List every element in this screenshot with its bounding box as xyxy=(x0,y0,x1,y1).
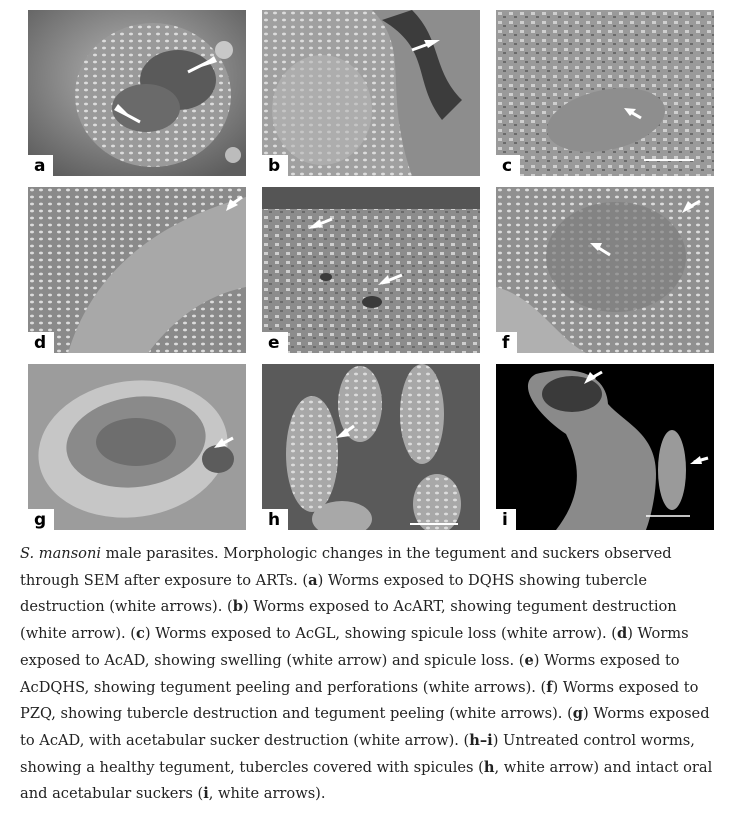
panel-i xyxy=(496,364,714,530)
panel-d xyxy=(28,187,246,353)
panel-b xyxy=(262,10,480,176)
sem-image-h xyxy=(262,364,480,530)
panel-f xyxy=(496,187,714,353)
panel-label-c: c xyxy=(496,155,520,176)
sem-image-e xyxy=(262,187,480,353)
sem-figure xyxy=(28,10,714,530)
species-name: S. mansoni xyxy=(20,545,102,562)
panel-a xyxy=(28,10,246,176)
figure-caption xyxy=(20,541,720,808)
panel-c xyxy=(496,10,714,176)
panel-label-i: i xyxy=(496,509,516,530)
sem-image-a xyxy=(28,10,246,176)
sem-image-g xyxy=(28,364,246,530)
sem-image-c xyxy=(496,10,714,176)
panel-label-f: f xyxy=(496,332,517,353)
panel-label-h: h xyxy=(262,509,288,530)
cropped-overlay xyxy=(472,785,712,809)
panel-label-d: d xyxy=(28,332,54,353)
sem-image-b xyxy=(262,10,480,176)
panel-label-a: a xyxy=(28,155,53,176)
sem-image-d xyxy=(28,187,246,353)
panel-e xyxy=(262,187,480,353)
sem-image-i xyxy=(496,364,714,530)
panel-g xyxy=(28,364,246,530)
sem-image-f xyxy=(496,187,714,353)
panel-h xyxy=(262,364,480,530)
panel-label-b: b xyxy=(262,155,288,176)
caption-text: S. mansoni male parasites. Morphologic changes in the tegument and suckers observed through SEM after exposure to ARTs. (a) Worms exposed to DQHS showing tubercle destruction (white arrows). (b) Worms exposed to AcART, showing tegument destruction (white arrow). (c) Worms exposed to AcGL, showing spicule loss (white arrow). (d) Worms exposed to AcAD, showing swelling (white arrow) and spicule loss. (e) Worms exposed to AcDQHS, showing tegument peeling and perforations (white arrows). (f) Worms exposed to PZQ, showing tubercle destruction and tegument peeling (white arrows). (g) Worms exposed to AcAD, with acetabular sucker destruction (white arrow). (h–i) Untreated control worms, showing a healthy tegument, tubercles covered with spicules (h, white arrow) and intact oral and acetabular suckers (i, white arrows). xyxy=(20,545,713,803)
panel-label-e: e xyxy=(262,332,288,353)
panel-label-g: g xyxy=(28,509,54,530)
